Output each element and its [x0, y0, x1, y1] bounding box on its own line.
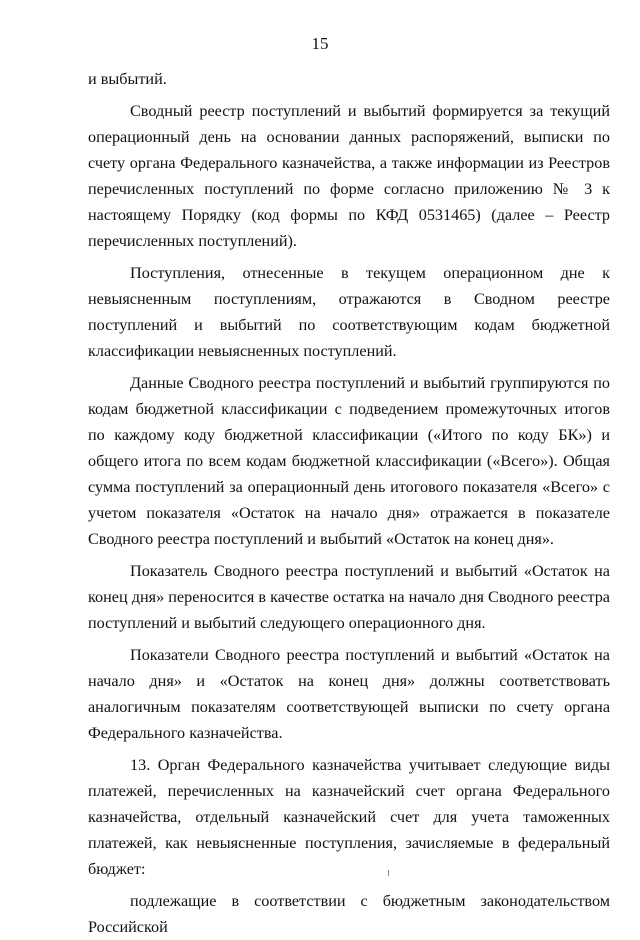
paragraph-continuation: и выбытий.: [88, 70, 167, 88]
paragraph-summary-register: Сводный реестр поступлений и выбытий формируется за текущий операционный день на основании данных распоряжений, выписки по счету органа Федерального казначейства, а также информации из Реестров перечисленных поступлений по форме согласно приложению № 3 к настоящему Порядку (код формы по КФД 0531465) (далее – Реестр перечисленных поступлений).: [88, 102, 610, 250]
paragraph-grouping: Данные Сводного реестра поступлений и выбытий группируются по кодам бюджетной классификации с подведением промежуточных итогов по каждому коду бюджетной классификации («Итого по коду БК») и общего итога по всем кодам бюджетной классификации («Всего»). Общая сумма поступлений за операционный день итогового показателя «Всего» с учетом показателя «Остаток на начало дня» отражается в показателе Сводного реестра поступлений и выбытий «Остаток на конец дня».: [88, 374, 610, 548]
paragraph-unexplained-receipts: Поступления, отнесенные в текущем операционном дне к невыясненным поступлениям, отражаются в Сводном реестре поступлений и выбытий по соответствующим кодам бюджетной классификации невыясненных поступлений.: [88, 264, 610, 360]
paragraph-subject-to: подлежащие в соответствии с бюджетным законодательством Российской: [88, 892, 610, 936]
paragraph-item-13: 13. Орган Федерального казначейства учитывает следующие виды платежей, перечисленных на казначейский счет органа Федерального казначейства, отдельный казначейский счет для учета таможенных платежей, как невыясненные поступления, зачисляемые в федеральный бюджет:: [88, 756, 610, 878]
paragraph-end-balance: Показатель Сводного реестра поступлений и выбытий «Остаток на конец дня» переносится в качестве остатка на начало дня Сводного реестра поступлений и выбытий следующего операционного дня.: [88, 562, 610, 632]
scan-artifact: [388, 870, 389, 876]
page-number: 15: [311, 34, 329, 53]
document-body: [88, 66, 610, 940]
paragraph-indicators-match: Показатели Сводного реестра поступлений и выбытий «Остаток на начало дня» и «Остаток на конец дня» должны соответствовать аналогичным показателям соответствующей выписки по счету органа Федерального казначейства.: [88, 646, 610, 742]
